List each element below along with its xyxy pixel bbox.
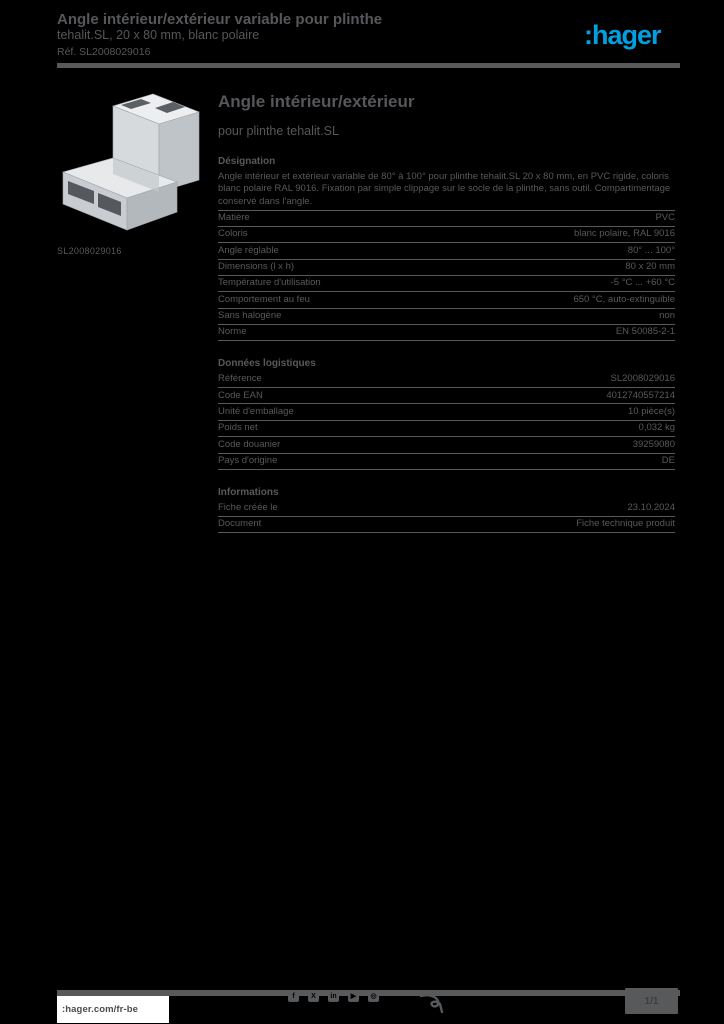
signature-swoosh-icon bbox=[420, 992, 444, 1014]
product-image bbox=[55, 88, 207, 244]
spec-value: SL2008029016 bbox=[610, 373, 675, 385]
social-glyph: X bbox=[311, 993, 316, 1000]
spec-value: 23.10.2024 bbox=[627, 501, 675, 513]
corner-angle-illustration bbox=[55, 88, 207, 244]
spec-row bbox=[218, 150, 675, 170]
spec-row bbox=[218, 404, 675, 420]
spec-value: PVC bbox=[655, 212, 675, 224]
spec-value: -5 °C ... +60 °C bbox=[610, 277, 675, 289]
spec-label: Unité d'emballage bbox=[218, 405, 294, 417]
spec-label: Informations bbox=[218, 486, 279, 498]
spec-row bbox=[218, 211, 675, 227]
spec-table bbox=[218, 150, 675, 533]
spec-row bbox=[218, 170, 675, 211]
spec-row bbox=[218, 454, 675, 470]
social-glyph: ▶ bbox=[350, 993, 357, 1000]
page-number-badge: 1/1 bbox=[625, 988, 678, 1014]
spec-row bbox=[218, 309, 675, 325]
x-icon[interactable] bbox=[308, 991, 319, 1002]
spec-value: Fiche technique produit bbox=[576, 518, 675, 530]
spec-row bbox=[218, 372, 675, 388]
spec-value: non bbox=[659, 310, 675, 322]
spec-label: Référence bbox=[218, 373, 262, 385]
header-block bbox=[57, 12, 477, 59]
header-product-reference: Réf. SL2008029016 bbox=[57, 46, 151, 58]
spec-row bbox=[218, 227, 675, 243]
spec-label: Norme bbox=[218, 326, 247, 338]
spec-label: Sans halogène bbox=[218, 310, 282, 322]
spec-value: blanc polaire, RAL 9016 bbox=[573, 228, 675, 240]
spec-value: DE bbox=[661, 455, 675, 466]
spec-row bbox=[218, 276, 675, 292]
header-product-range: tehalit.SL, 20 x 80 mm, blanc polaire bbox=[57, 28, 260, 42]
spec-label: Code EAN bbox=[218, 389, 263, 401]
spec-label: Coloris bbox=[218, 228, 248, 240]
spec-row bbox=[218, 421, 675, 437]
spec-label: Fiche créée le bbox=[218, 501, 278, 513]
spec-label: Document bbox=[218, 518, 262, 530]
spec-label: Dimensions (l x h) bbox=[218, 261, 295, 273]
spec-label: Température d'utilisation bbox=[218, 277, 321, 289]
social-glyph: ◎ bbox=[370, 993, 377, 1000]
header-divider bbox=[57, 63, 680, 68]
spec-value: 80 x 20 mm bbox=[625, 261, 675, 273]
spec-row bbox=[218, 388, 675, 404]
spec-label: Matière bbox=[218, 212, 250, 224]
product-image-caption: SL2008029016 bbox=[57, 246, 122, 256]
social-glyph: f bbox=[292, 993, 295, 1000]
spec-row bbox=[218, 243, 675, 259]
spec-value: 0,032 kg bbox=[638, 422, 675, 434]
spec-row bbox=[218, 260, 675, 276]
website-box[interactable] bbox=[57, 996, 169, 1023]
spec-label: Code douanier bbox=[218, 438, 281, 450]
spec-row bbox=[218, 437, 675, 453]
spec-label: Données logistiques bbox=[218, 358, 316, 370]
linkedin-icon[interactable] bbox=[328, 991, 339, 1002]
website-link[interactable]: :hager.com/fr-be bbox=[62, 1004, 139, 1015]
social-icons bbox=[288, 991, 379, 1002]
spec-value: Angle intérieur et extérieur variable de 80° à 100° pour plinthe tehalit.SL 20 x 80 mm, en PVC rigide, coloris blanc polaire RAL 9016. Fixation par simple clippage sur le socle de la plinthe, sans outil. Compartimentage conservé dans l'angle. bbox=[218, 171, 671, 207]
spec-label: Désignation bbox=[218, 156, 276, 167]
spec-value: 10 pièce(s) bbox=[628, 405, 675, 417]
spec-row bbox=[218, 481, 675, 501]
spec-value: 4012740557214 bbox=[606, 389, 675, 401]
youtube-icon[interactable] bbox=[348, 991, 359, 1002]
spec-row bbox=[218, 341, 675, 352]
social-glyph: in bbox=[330, 993, 337, 1000]
spec-row bbox=[218, 352, 675, 372]
spec-row bbox=[218, 325, 675, 341]
spec-value: EN 50085-2-1 bbox=[615, 326, 675, 338]
spec-label: Angle réglable bbox=[218, 244, 279, 256]
spec-value: 650 °C, auto-extinguible bbox=[573, 293, 675, 305]
hager-logo: :hager bbox=[584, 20, 661, 50]
spec-value: 39259080 bbox=[632, 438, 675, 450]
instagram-icon[interactable] bbox=[368, 991, 379, 1002]
header-product-name: Angle intérieur/extérieur variable pour plinthe bbox=[57, 11, 383, 28]
spec-row bbox=[218, 500, 675, 516]
spec-row bbox=[218, 292, 675, 308]
spec-label: Comportement au feu bbox=[218, 293, 310, 305]
spec-label: Poids net bbox=[218, 422, 258, 434]
facebook-icon[interactable] bbox=[288, 991, 299, 1002]
page-title: Angle intérieur/extérieur bbox=[218, 92, 415, 111]
page-subtitle: pour plinthe tehalit.SL bbox=[218, 124, 339, 138]
spec-label: Pays d'origine bbox=[218, 455, 278, 466]
spec-value: 80° ... 100° bbox=[627, 244, 675, 256]
spec-row bbox=[218, 517, 675, 533]
spec-row bbox=[218, 470, 675, 481]
